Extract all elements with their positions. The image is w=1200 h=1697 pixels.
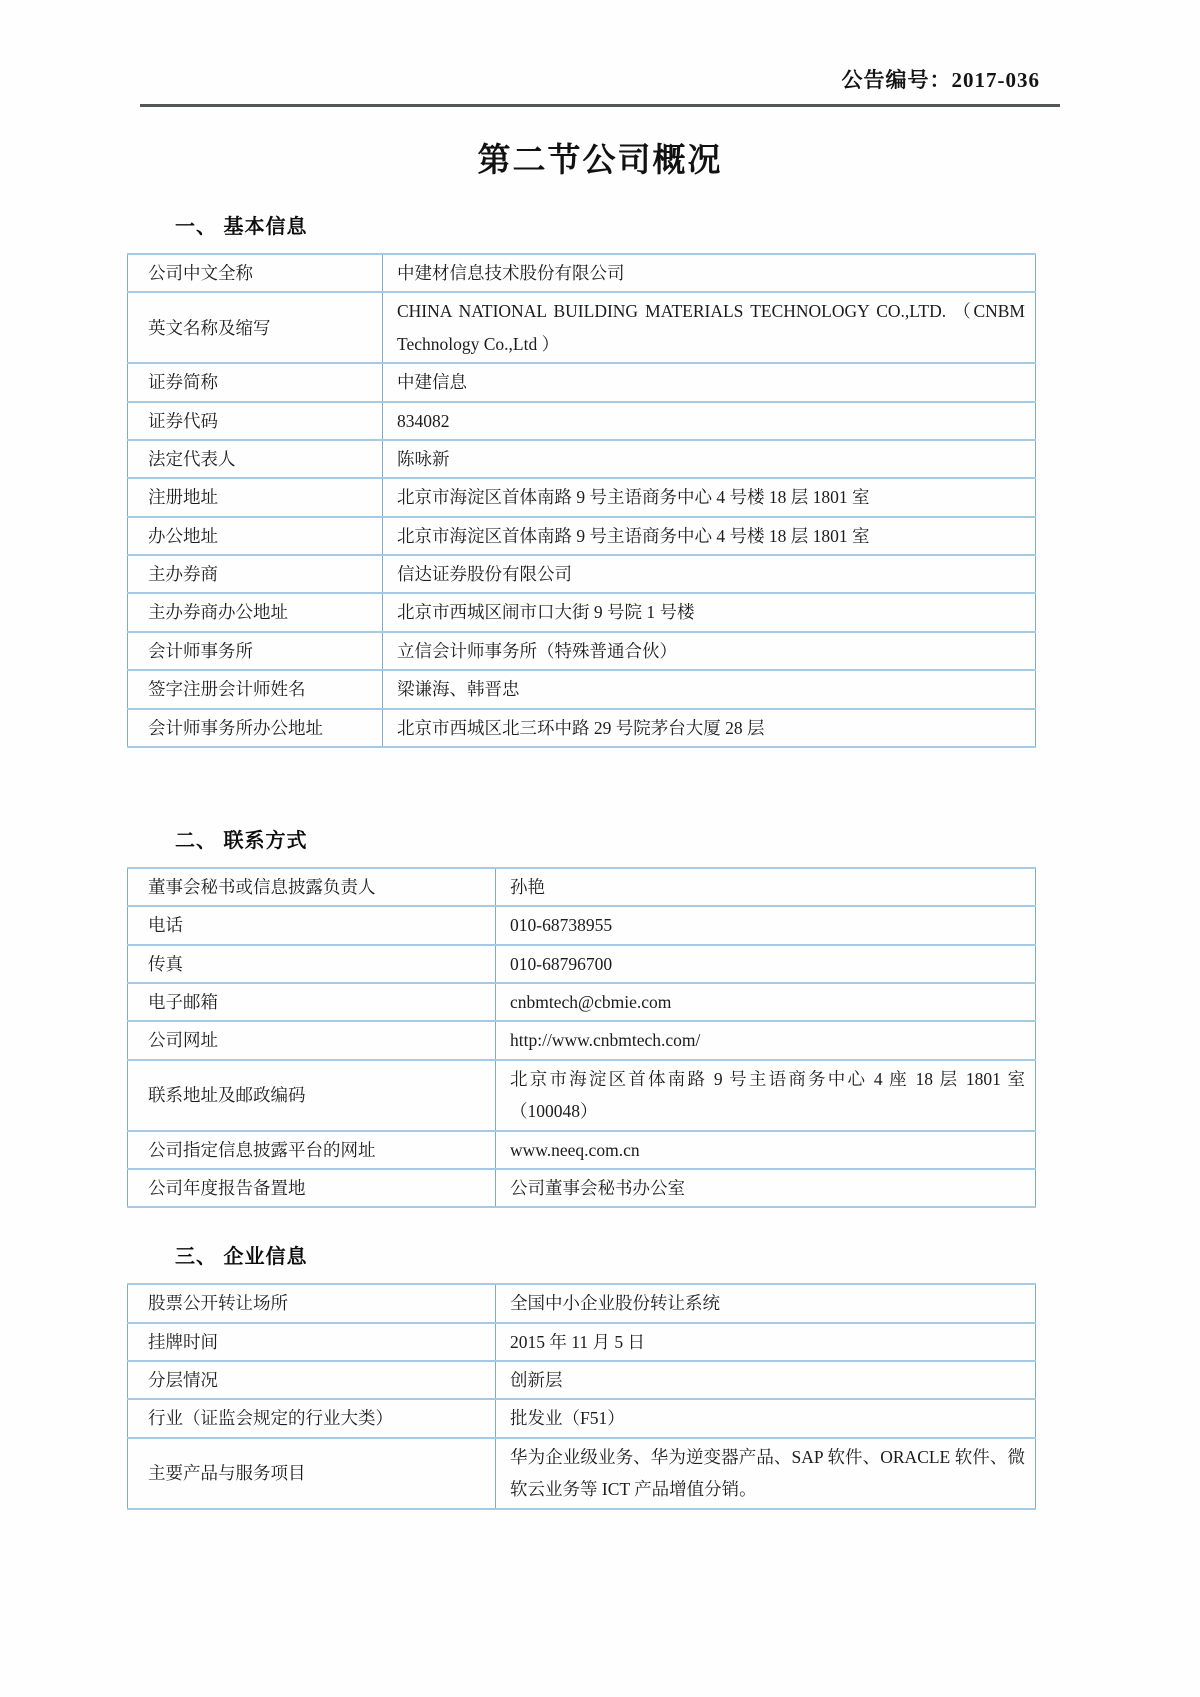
row-label: 注册地址 <box>128 478 383 516</box>
row-value: 梁谦海、韩晋忠 <box>383 670 1036 708</box>
section-heading-enterprise-info: 三、 企业信息 <box>175 1246 308 1269</box>
table-row <box>128 402 1036 440</box>
table-row <box>128 478 1036 516</box>
table-row <box>128 363 1036 401</box>
table-row <box>128 1060 1036 1131</box>
row-label: 电子邮箱 <box>128 983 496 1021</box>
table-row <box>128 1021 1036 1059</box>
row-label: 会计师事务所办公地址 <box>128 709 383 747</box>
row-value: 834082 <box>383 402 1036 440</box>
table-row <box>128 1131 1036 1169</box>
header-divider-rule <box>140 104 1060 107</box>
table-row <box>128 945 1036 983</box>
contact-info-table <box>127 867 1036 1208</box>
section-heading-contact-info: 二、 联系方式 <box>175 829 308 852</box>
row-value: 公司董事会秘书办公室 <box>496 1169 1036 1207</box>
row-label: 分层情况 <box>128 1361 496 1399</box>
basic-info-table <box>127 253 1036 748</box>
table-row <box>128 709 1036 747</box>
row-value: www.neeq.com.cn <box>496 1131 1036 1169</box>
row-label: 主要产品与服务项目 <box>128 1438 496 1509</box>
row-value: 全国中小企业股份转让系统 <box>496 1284 1036 1322</box>
row-label: 董事会秘书或信息披露负责人 <box>128 868 496 906</box>
table-row <box>128 555 1036 593</box>
row-value: 陈咏新 <box>383 440 1036 478</box>
table-row <box>128 1399 1036 1437</box>
document-content <box>127 200 1036 1510</box>
row-value: 立信会计师事务所（特殊普通合伙） <box>383 632 1036 670</box>
table-row <box>128 440 1036 478</box>
row-label: 签字注册会计师姓名 <box>128 670 383 708</box>
table-row <box>128 517 1036 555</box>
row-label: 公司中文全称 <box>128 254 383 292</box>
row-label: 主办券商 <box>128 555 383 593</box>
table-row <box>128 1438 1036 1509</box>
enterprise-info-table <box>127 1283 1036 1509</box>
table-row <box>128 1284 1036 1322</box>
row-label: 公司网址 <box>128 1021 496 1059</box>
table-row <box>128 632 1036 670</box>
table-row <box>128 906 1036 944</box>
row-label: 联系地址及邮政编码 <box>128 1060 496 1131</box>
row-value: 010-68796700 <box>496 945 1036 983</box>
row-label: 传真 <box>128 945 496 983</box>
row-value: cnbmtech@cbmie.com <box>496 983 1036 1021</box>
row-label: 证券简称 <box>128 363 383 401</box>
row-label: 挂牌时间 <box>128 1323 496 1361</box>
row-value: 北京市西城区闹市口大街 9 号院 1 号楼 <box>383 593 1036 631</box>
table-row <box>128 254 1036 292</box>
table-row <box>128 292 1036 363</box>
table-row <box>128 593 1036 631</box>
row-value: 010-68738955 <box>496 906 1036 944</box>
row-label: 主办券商办公地址 <box>128 593 383 631</box>
table-row <box>128 670 1036 708</box>
row-value: 北京市海淀区首体南路 9 号主语商务中心 4 号楼 18 层 1801 室 <box>383 478 1036 516</box>
row-label: 会计师事务所 <box>128 632 383 670</box>
row-label: 股票公开转让场所 <box>128 1284 496 1322</box>
page-title: 第二节公司概况 <box>477 141 723 178</box>
row-label: 电话 <box>128 906 496 944</box>
table-row <box>128 1361 1036 1399</box>
table-row <box>128 868 1036 906</box>
row-label: 公司指定信息披露平台的网址 <box>128 1131 496 1169</box>
row-value: 北京市海淀区首体南路 9 号主语商务中心 4 号楼 18 层 1801 室 <box>383 517 1036 555</box>
table-row <box>128 983 1036 1021</box>
row-value: 中建信息 <box>383 363 1036 401</box>
row-value: 华为企业级业务、华为逆变器产品、SAP 软件、ORACLE 软件、微软云业务等 ICT 产品增值分销。 <box>496 1438 1036 1509</box>
row-value: 信达证券股份有限公司 <box>383 555 1036 593</box>
section-heading-basic-info: 一、 基本信息 <box>175 216 308 238</box>
row-value: 北京市西城区北三环中路 29 号院茅台大厦 28 层 <box>383 709 1036 747</box>
row-value: 孙艳 <box>496 868 1036 906</box>
row-label: 办公地址 <box>128 517 383 555</box>
row-value: http://www.cnbmtech.com/ <box>496 1021 1036 1059</box>
row-label: 法定代表人 <box>128 440 383 478</box>
row-label: 证券代码 <box>128 402 383 440</box>
row-label: 英文名称及缩写 <box>128 292 383 363</box>
row-label: 行业（证监会规定的行业大类） <box>128 1399 496 1437</box>
row-label: 公司年度报告备置地 <box>128 1169 496 1207</box>
row-value: 中建材信息技术股份有限公司 <box>383 254 1036 292</box>
row-value: 北京市海淀区首体南路 9 号主语商务中心 4 座 18 层 1801 室（100048） <box>496 1060 1036 1131</box>
table-row <box>128 1169 1036 1207</box>
row-value: 2015 年 11 月 5 日 <box>496 1323 1036 1361</box>
row-value: CHINA NATIONAL BUILDING MATERIALS TECHNOLOGY CO.,LTD. （CNBM Technology Co.,Ltd ） <box>383 292 1036 363</box>
table-row <box>128 1323 1036 1361</box>
row-value: 创新层 <box>496 1361 1036 1399</box>
row-value: 批发业（F51） <box>496 1399 1036 1437</box>
announcement-number: 公告编号：2017-036 <box>841 68 1040 92</box>
